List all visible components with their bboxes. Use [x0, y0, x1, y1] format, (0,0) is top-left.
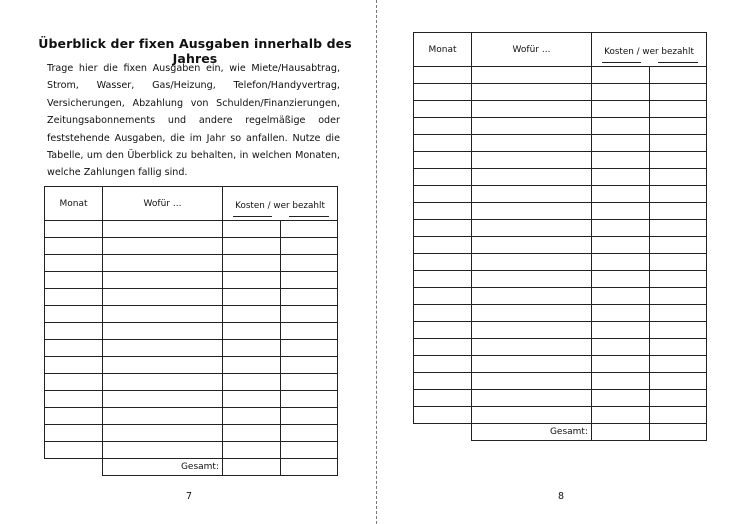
cost-cell[interactable] — [592, 135, 650, 152]
month-cell[interactable] — [414, 254, 472, 271]
table-row — [414, 288, 707, 305]
table-row — [45, 374, 338, 391]
table-row — [45, 255, 338, 272]
table-row — [414, 84, 707, 101]
month-cell[interactable] — [414, 203, 472, 220]
month-cell[interactable] — [414, 118, 472, 135]
what-cell[interactable] — [472, 152, 592, 169]
cost-cell[interactable] — [592, 305, 650, 322]
month-cell[interactable] — [414, 169, 472, 186]
month-cell[interactable] — [414, 373, 472, 390]
table-row — [414, 305, 707, 322]
month-cell[interactable] — [414, 288, 472, 305]
cost-cell[interactable] — [223, 272, 281, 289]
payer-cell[interactable] — [650, 356, 707, 373]
what-cell[interactable] — [103, 323, 223, 340]
total-payer-cell[interactable] — [281, 459, 338, 476]
month-cell[interactable] — [45, 425, 103, 442]
table-row — [45, 357, 338, 374]
cost-cell[interactable] — [592, 339, 650, 356]
payer-cell[interactable] — [281, 425, 338, 442]
month-cell[interactable] — [45, 357, 103, 374]
payer-cell[interactable] — [650, 67, 707, 84]
cost-cell[interactable] — [592, 203, 650, 220]
table-row — [45, 306, 338, 323]
month-cell[interactable] — [45, 442, 103, 459]
table-row — [414, 67, 707, 84]
payer-cell[interactable] — [281, 238, 338, 255]
month-cell[interactable] — [414, 237, 472, 254]
cost-cell[interactable] — [223, 391, 281, 408]
month-cell[interactable] — [45, 289, 103, 306]
cost-cell[interactable] — [223, 442, 281, 459]
what-cell[interactable] — [103, 221, 223, 238]
cost-cell[interactable] — [223, 289, 281, 306]
what-cell[interactable] — [472, 305, 592, 322]
what-cell[interactable] — [472, 407, 592, 424]
table-row — [414, 203, 707, 220]
total-payer-cell[interactable] — [650, 424, 707, 441]
costs-column-header — [223, 187, 338, 221]
cost-cell[interactable] — [592, 118, 650, 135]
cost-cell[interactable] — [223, 221, 281, 238]
total-row — [45, 459, 338, 476]
month-cell[interactable] — [45, 391, 103, 408]
table-row — [45, 340, 338, 357]
costs-column-header — [592, 33, 707, 67]
what-cell[interactable] — [103, 306, 223, 323]
table-row — [414, 407, 707, 424]
payer-cell[interactable] — [650, 271, 707, 288]
month-column-header: Monat — [414, 33, 472, 67]
table-row — [45, 442, 338, 459]
what-cell[interactable] — [472, 101, 592, 118]
table-row — [45, 323, 338, 340]
table-row — [414, 390, 707, 407]
payer-cell[interactable] — [650, 84, 707, 101]
total-cost-cell[interactable] — [223, 459, 281, 476]
month-cell[interactable] — [45, 306, 103, 323]
table-row — [414, 237, 707, 254]
what-cell[interactable] — [472, 169, 592, 186]
what-cell[interactable] — [472, 356, 592, 373]
what-cell[interactable] — [472, 390, 592, 407]
month-column-header: Monat — [45, 187, 103, 221]
payer-cell[interactable] — [650, 186, 707, 203]
page-number: 7 — [186, 491, 193, 502]
month-cell[interactable] — [414, 152, 472, 169]
month-cell[interactable] — [414, 407, 472, 424]
cost-cell[interactable] — [592, 322, 650, 339]
cost-blank-line — [602, 62, 641, 63]
what-cell[interactable] — [472, 271, 592, 288]
intro-text: Trage hier die fixen Ausgaben ein, wie Miete/Hausabtrag, Strom, Wasser, Gas/Heizung, Telefon/Handyvertrag, Versicherungen, Abzahlung von Schulden/Finanzierungen, Zeitungsabonnements und andere regelmäßige oder feststehende Ausgaben, die im Jahr so anfallen. Nutze die Tabelle, um den Überblick zu behalten, in welchen Monaten, welche Zahlungen fallig sind. — [47, 63, 340, 179]
table-header-row — [414, 33, 707, 67]
total-cost-cell[interactable] — [592, 424, 650, 441]
what-cell[interactable] — [103, 357, 223, 374]
month-cell[interactable] — [414, 390, 472, 407]
month-cell[interactable] — [414, 186, 472, 203]
month-cell[interactable] — [45, 255, 103, 272]
month-cell[interactable] — [414, 322, 472, 339]
month-cell[interactable] — [414, 135, 472, 152]
cost-cell[interactable] — [223, 357, 281, 374]
table-row — [414, 339, 707, 356]
table-row — [414, 118, 707, 135]
payer-cell[interactable] — [281, 306, 338, 323]
cost-cell[interactable] — [223, 374, 281, 391]
total-spacer — [45, 459, 103, 476]
payer-cell[interactable] — [650, 254, 707, 271]
month-cell[interactable] — [414, 67, 472, 84]
what-cell[interactable] — [472, 135, 592, 152]
cost-cell[interactable] — [592, 271, 650, 288]
table-row — [45, 391, 338, 408]
expenses-table-left — [44, 186, 338, 476]
payer-cell[interactable] — [281, 374, 338, 391]
total-label: Gesamt: — [472, 424, 592, 441]
month-cell[interactable] — [414, 356, 472, 373]
cost-cell[interactable] — [592, 101, 650, 118]
table-row — [414, 220, 707, 237]
table-row — [45, 408, 338, 425]
cost-cell[interactable] — [592, 220, 650, 237]
payer-cell[interactable] — [650, 305, 707, 322]
payer-cell[interactable] — [650, 203, 707, 220]
table-row — [45, 425, 338, 442]
table-row — [414, 373, 707, 390]
total-row — [414, 424, 707, 441]
payer-cell[interactable] — [650, 407, 707, 424]
payer-blank-line — [289, 216, 329, 217]
payer-cell[interactable] — [281, 323, 338, 340]
cost-cell[interactable] — [592, 407, 650, 424]
page-number: 8 — [558, 491, 565, 502]
payer-cell[interactable] — [281, 289, 338, 306]
payer-cell[interactable] — [650, 135, 707, 152]
payer-cell[interactable] — [281, 340, 338, 357]
cost-cell[interactable] — [592, 254, 650, 271]
cost-cell[interactable] — [592, 169, 650, 186]
payer-cell[interactable] — [650, 169, 707, 186]
month-cell[interactable] — [414, 305, 472, 322]
cost-cell[interactable] — [592, 288, 650, 305]
what-cell[interactable] — [103, 238, 223, 255]
what-cell[interactable] — [103, 425, 223, 442]
month-cell[interactable] — [45, 221, 103, 238]
right-page — [377, 0, 750, 524]
payer-cell[interactable] — [650, 220, 707, 237]
cost-cell[interactable] — [223, 238, 281, 255]
month-cell[interactable] — [414, 339, 472, 356]
what-cell[interactable] — [472, 339, 592, 356]
what-cell[interactable] — [472, 67, 592, 84]
table-row — [414, 169, 707, 186]
month-cell[interactable] — [45, 408, 103, 425]
payer-cell[interactable] — [281, 357, 338, 374]
cost-cell[interactable] — [592, 237, 650, 254]
table-row — [414, 322, 707, 339]
table-row — [414, 254, 707, 271]
what-cell[interactable] — [472, 203, 592, 220]
what-cell[interactable] — [103, 391, 223, 408]
cost-cell[interactable] — [223, 425, 281, 442]
payer-cell[interactable] — [650, 339, 707, 356]
payer-blank-line — [658, 62, 698, 63]
table-row — [45, 272, 338, 289]
expenses-table-right — [413, 32, 707, 441]
what-cell[interactable] — [103, 272, 223, 289]
what-cell[interactable] — [472, 237, 592, 254]
month-cell[interactable] — [45, 238, 103, 255]
table-row — [414, 186, 707, 203]
payer-cell[interactable] — [281, 442, 338, 459]
payer-cell[interactable] — [650, 237, 707, 254]
payer-cell[interactable] — [281, 408, 338, 425]
cost-cell[interactable] — [223, 323, 281, 340]
what-cell[interactable] — [103, 442, 223, 459]
what-cell[interactable] — [103, 408, 223, 425]
what-cell[interactable] — [472, 254, 592, 271]
table-row — [414, 152, 707, 169]
total-label: Gesamt: — [103, 459, 223, 476]
month-cell[interactable] — [45, 340, 103, 357]
what-cell[interactable] — [472, 373, 592, 390]
month-cell[interactable] — [45, 323, 103, 340]
what-cell[interactable] — [472, 322, 592, 339]
what-cell[interactable] — [103, 374, 223, 391]
payer-cell[interactable] — [650, 118, 707, 135]
month-cell[interactable] — [414, 84, 472, 101]
what-cell[interactable] — [472, 288, 592, 305]
payer-cell[interactable] — [281, 255, 338, 272]
cost-cell[interactable] — [592, 152, 650, 169]
table-row — [45, 238, 338, 255]
month-cell[interactable] — [45, 272, 103, 289]
payer-cell[interactable] — [650, 152, 707, 169]
payer-cell[interactable] — [650, 390, 707, 407]
what-column-header: Wofür ... — [472, 33, 592, 67]
month-cell[interactable] — [45, 374, 103, 391]
table-row — [414, 271, 707, 288]
cost-cell[interactable] — [592, 84, 650, 101]
what-cell[interactable] — [472, 220, 592, 237]
cost-cell[interactable] — [592, 356, 650, 373]
payer-cell[interactable] — [650, 322, 707, 339]
total-spacer — [414, 424, 472, 441]
payer-cell[interactable] — [281, 221, 338, 238]
what-cell[interactable] — [103, 289, 223, 306]
cost-cell[interactable] — [592, 373, 650, 390]
table-row — [45, 289, 338, 306]
table-row — [414, 101, 707, 118]
payer-cell[interactable] — [650, 101, 707, 118]
month-cell[interactable] — [414, 101, 472, 118]
cost-blank-line — [233, 216, 272, 217]
payer-cell[interactable] — [281, 391, 338, 408]
costs-header-label: Kosten / wer bezahlt — [235, 201, 325, 211]
what-cell[interactable] — [472, 84, 592, 101]
table-row — [414, 135, 707, 152]
what-cell[interactable] — [472, 186, 592, 203]
cost-cell[interactable] — [223, 255, 281, 272]
table-row — [414, 356, 707, 373]
cost-cell[interactable] — [223, 340, 281, 357]
costs-header-label: Kosten / wer bezahlt — [604, 47, 694, 57]
what-cell[interactable] — [103, 255, 223, 272]
table-row — [45, 221, 338, 238]
month-cell[interactable] — [414, 220, 472, 237]
month-cell[interactable] — [414, 271, 472, 288]
cost-cell[interactable] — [223, 306, 281, 323]
cost-cell[interactable] — [592, 67, 650, 84]
payer-cell[interactable] — [281, 272, 338, 289]
cost-cell[interactable] — [592, 390, 650, 407]
table-header-row — [45, 187, 338, 221]
page-title: Überblick der fixen Ausgaben innerhalb des Jahres — [38, 36, 352, 66]
payer-cell[interactable] — [650, 288, 707, 305]
payer-cell[interactable] — [650, 373, 707, 390]
what-cell[interactable] — [103, 340, 223, 357]
what-cell[interactable] — [472, 118, 592, 135]
what-column-header: Wofür ... — [103, 187, 223, 221]
cost-cell[interactable] — [223, 408, 281, 425]
cost-cell[interactable] — [592, 186, 650, 203]
